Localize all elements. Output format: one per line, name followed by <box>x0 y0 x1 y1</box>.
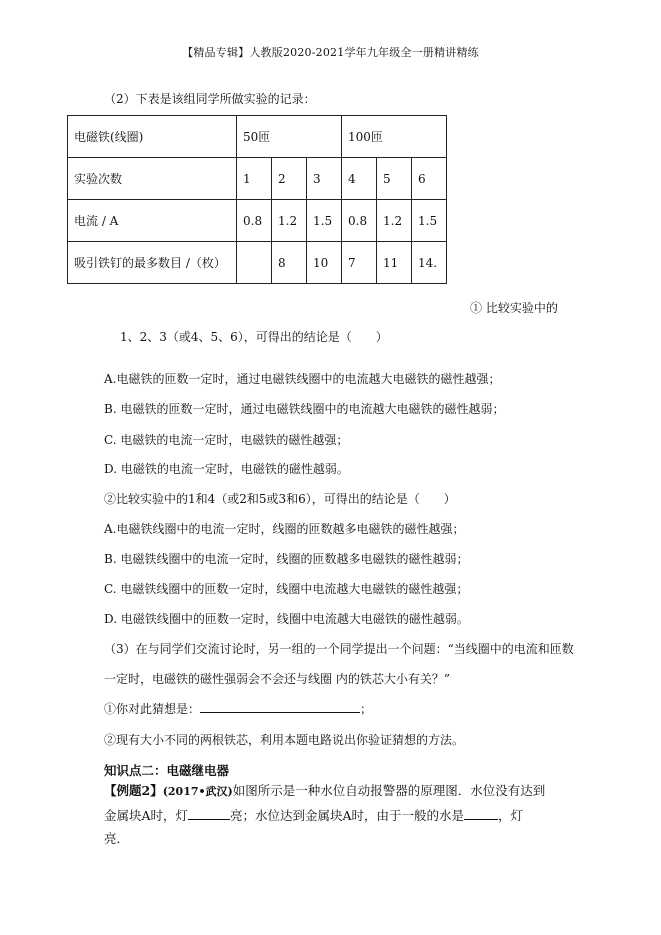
example-text-2a: 金属块A时，灯 <box>104 808 189 823</box>
table-cell: 50匝 <box>237 116 342 158</box>
question-1-option-b: B. 电磁铁的匝数一定时，通过电磁铁线圈中的电流越大电磁铁的磁性越弱； <box>104 402 505 416</box>
question-2-option-b: B. 电磁铁线圈中的电流一定时，线圈的匝数越多电磁铁的磁性越弱； <box>104 552 469 566</box>
guess-line <box>104 700 372 717</box>
water-answer-blank[interactable] <box>464 807 498 820</box>
table-cell: 7 <box>342 242 377 284</box>
table-cell: 0.8 <box>342 200 377 242</box>
guess-answer-blank[interactable] <box>200 700 360 713</box>
table-cell: 10 <box>307 242 342 284</box>
question-3-method: ②现有大小不同的两根铁芯，利用本题电路说出你验证猜想的方法。 <box>104 733 465 747</box>
table-cell: 电流 / A <box>68 200 237 242</box>
table-cell: 3 <box>307 158 342 200</box>
table-cell: 11 <box>377 242 412 284</box>
table-cell: 6 <box>412 158 447 200</box>
page-header: 【精品专辑】人教版2020-2021学年九年级全一册精讲精练 <box>182 46 479 59</box>
example-tag: 【例题2】 <box>104 783 163 798</box>
table-row <box>68 158 447 200</box>
question-2-option-a: A.电磁铁线圈中的电流一定时，线圈的匝数越多电磁铁的磁性越强； <box>104 522 465 536</box>
table-cell: 2 <box>272 158 307 200</box>
table-cell: 1.5 <box>307 200 342 242</box>
table-cell: 0.8 <box>237 200 272 242</box>
question-1-line-1: ① 比较实验中的 <box>470 301 558 315</box>
question-1-option-c: C. 电磁铁的电流一定时，电磁铁的磁性越强； <box>104 433 349 447</box>
question-3-line-1: （3）在与同学们交流讨论时，另一组的一个同学提出一个问题：“当线圈中的电流和匝数 <box>104 642 574 656</box>
table-cell: 1.5 <box>412 200 447 242</box>
example-line-3: 亮． <box>104 831 130 846</box>
table-cell: 8 <box>272 242 307 284</box>
question-1-line-2: 1、2、3（或4、5、6），可得出的结论是（ ） <box>120 330 388 344</box>
table-cell: 实验次数 <box>68 158 237 200</box>
table-cell: 4 <box>342 158 377 200</box>
table-cell: 100匝 <box>342 116 447 158</box>
table-cell: 1.2 <box>272 200 307 242</box>
section-title: 知识点二：电磁继电器 <box>104 763 230 778</box>
question-3-line-2: 一定时，电磁铁的磁性强弱会不会还与线圈 内的铁芯大小有关？” <box>104 672 450 686</box>
guess-suffix: ； <box>360 702 373 716</box>
lamp-answer-blank-1[interactable] <box>188 807 230 820</box>
experiment-record-table <box>67 115 447 284</box>
table-cell: 吸引铁钉的最多数目 /（枚） <box>68 242 237 284</box>
example-text-2c: ，灯 <box>498 808 524 823</box>
table-intro: （2）下表是该组同学所做实验的记录： <box>104 92 316 106</box>
example-text-2b: 亮；水位达到金属块A时，由于一般的水是 <box>230 808 465 823</box>
table-row <box>68 200 447 242</box>
table-cell: 电磁铁(线圈) <box>68 116 237 158</box>
table-row <box>68 242 447 284</box>
question-2-option-c: C. 电磁铁线圈中的匝数一定时，线圈中电流越大电磁铁的磁性越强； <box>104 582 469 596</box>
table-row <box>68 116 447 158</box>
table-cell: 14. <box>412 242 447 284</box>
guess-prefix: ①你对此猜想是： <box>104 702 201 716</box>
table-cell <box>237 242 272 284</box>
example-line-1 <box>104 781 545 799</box>
example-source: (2017•武汉) <box>162 785 233 798</box>
table-cell: 1 <box>237 158 272 200</box>
table-cell: 5 <box>377 158 412 200</box>
question-2-option-d: D. 电磁铁线圈中的匝数一定时，线圈中电流越大电磁铁的磁性越弱。 <box>104 612 469 626</box>
example-text-1: 如图所示是一种水位自动报警器的原理图．水位没有达到 <box>232 783 546 798</box>
example-line-2 <box>104 806 523 824</box>
table-cell: 1.2 <box>377 200 412 242</box>
question-1-option-d: D. 电磁铁的电流一定时，电磁铁的磁性越弱。 <box>104 462 349 476</box>
question-1-option-a: A.电磁铁的匝数一定时，通过电磁铁线圈中的电流越大电磁铁的磁性越强； <box>104 372 501 386</box>
question-2-stem: ②比较实验中的1和4（或2和5或3和6），可得出的结论是（ ） <box>104 492 456 506</box>
